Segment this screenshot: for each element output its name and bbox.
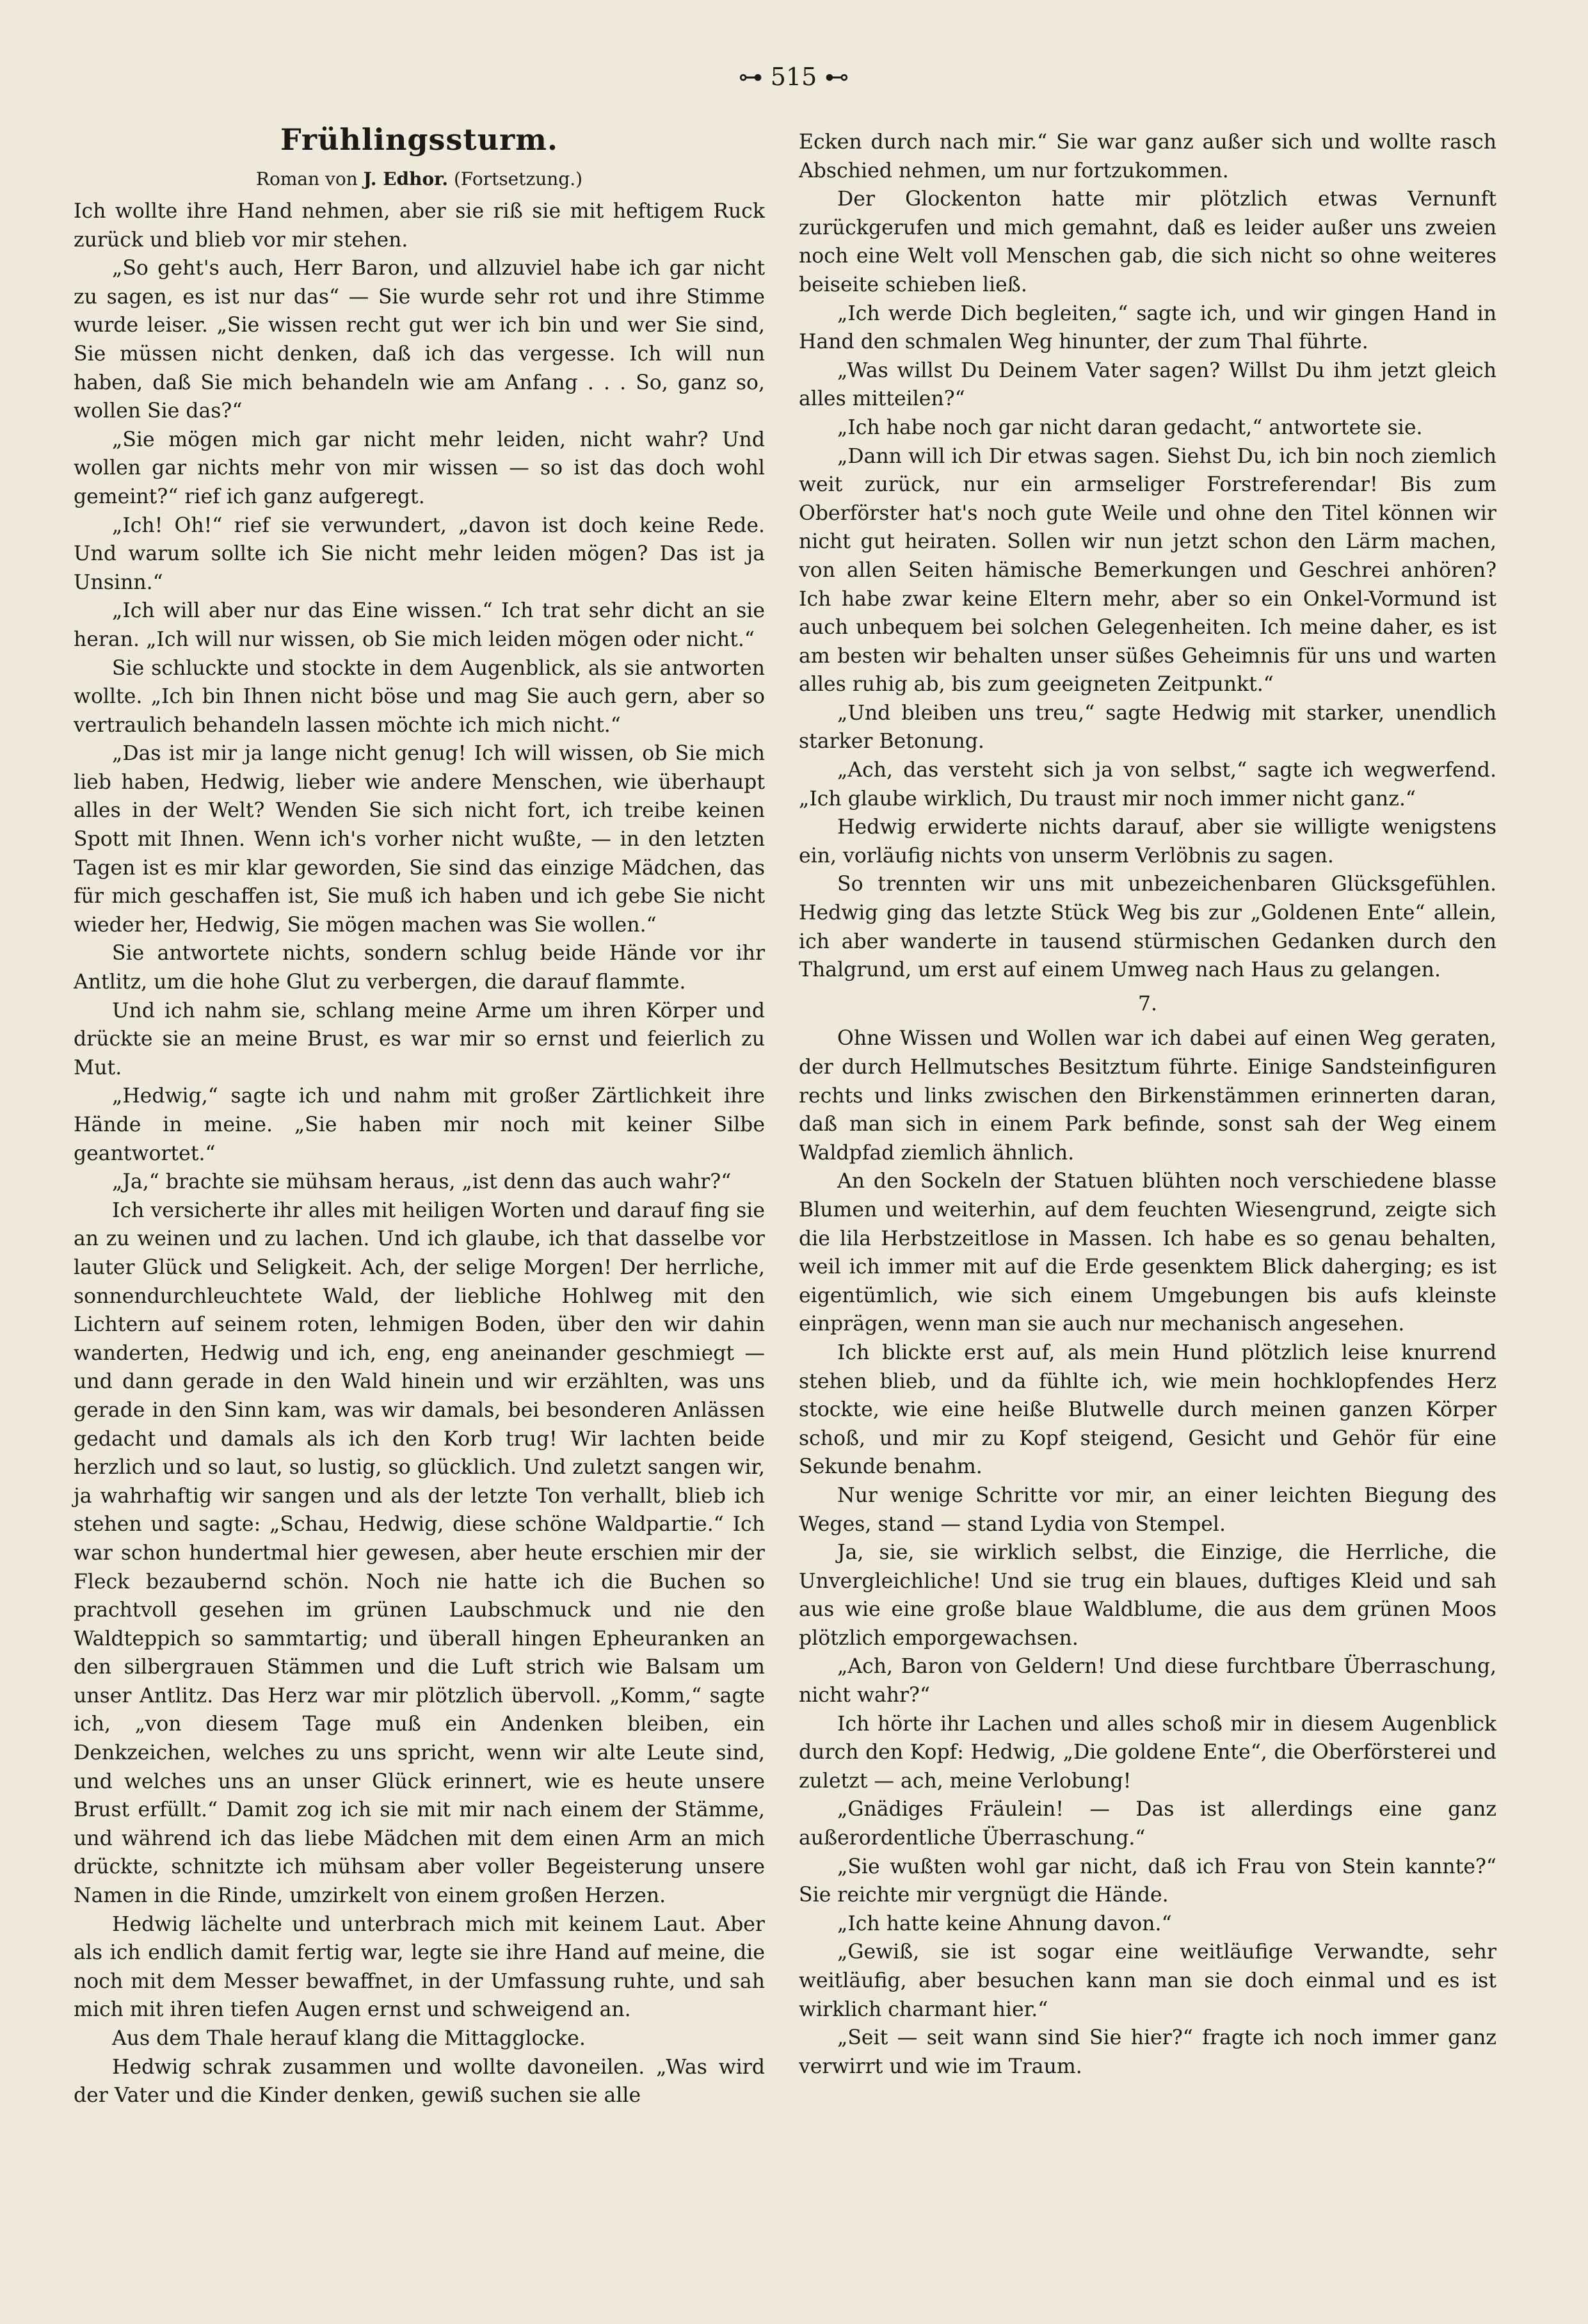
paragraph: „Ach, das versteht sich ja von selbst,“ sagte ich wegwerfend. „Ich glaube wirklich, Du traust mir noch immer nicht ganz.“ <box>799 759 1496 811</box>
paragraph: „Hedwig,“ sagte ich und nahm mit großer Zärtlichkeit ihre Hände in meine. „Sie haben mir noch mit keiner Silbe geantwortet.“ <box>74 1085 765 1165</box>
paragraph: „Ja,“ brachte sie mühsam heraus, „ist denn das auch wahr?“ <box>112 1170 732 1194</box>
byline-author: J. Edhor. <box>363 168 449 190</box>
paragraph: Ich hörte ihr Lachen und alles schoß mir in diesem Augenblick durch den Kopf: Hedwig, „Die goldene Ente“, die Oberförsterei und zuletzt — ach, meine Verlobung! <box>799 1712 1496 1793</box>
paragraph: So trennten wir uns mit unbezeichenbaren Glücksgefühlen. Hedwig ging das letzte Stück Weg bis zur „Goldenen Ente“ allein, ich aber wanderte in tausend stürmischen Gedanken durch den Thalgrund, um erst auf einem Umweg nach Haus zu gelangen. <box>799 873 1496 982</box>
paragraph: Ohne Wissen und Wollen war ich dabei auf einen Weg geraten, der durch Hellmutsches Besitztum führte. Einige Sandsteinfiguren rechts und links zwischen den Birkenstämmen erinnerten daran, daß man sich in einem Park befinde, sonst sah der Weg einem Waldpfad ziemlich ähnlich. <box>799 1027 1496 1165</box>
paragraph: „Seit — seit wann sind Sie hier?“ fragte ich noch immer ganz verwirrt und wie im Traum. <box>799 2026 1496 2078</box>
paragraph: „Gewiß, sie ist sogar eine weitläufige Verwandte, sehr weitläufig, aber besuchen kann man sie doch einmal und es ist wirklich charmant hier.“ <box>799 1941 1496 2021</box>
paragraph: „Und bleiben uns treu,“ sagte Hedwig mit starker, unendlich starker Betonung. <box>799 701 1496 754</box>
paragraph: An den Sockeln der Statuen blühten noch verschiedene blasse Blumen und weiterhin, auf dem feuchten Wiesengrund, zeigte sich die lila Herbstzeitlose in Massen. Ich habe es so genau behalten, weil ich immer mit auf die Erde gesenktem Blick daherging; es ist eigentümlich, wie sich einem Umgebungen bis aufs kleinste einprägen, wenn man sie auch nur mechanisch angesehen. <box>799 1170 1496 1336</box>
paragraph: „So geht's auch, Herr Baron, und allzuviel habe ich gar nicht zu sagen, es ist nur das“ — Sie wurde sehr rot und ihre Stimme wurde leiser. „Sie wissen recht gut wer ich bin und wer Sie sind, Sie müssen nicht denken, daß ich das vergesse. Ich will nun haben, daß Sie mich behandeln wie am Anfang . . . So, ganz so, wollen Sie das?“ <box>74 257 765 423</box>
paragraph: „Ach, Baron von Geldern! Und diese furchtbare Überraschung, nicht wahr?“ <box>799 1655 1496 1707</box>
page-number-text: 515 <box>770 63 817 91</box>
article-title: Frühlingssturm. <box>280 122 558 157</box>
paragraph: „Ich habe noch gar nicht daran gedacht,“ antwortete sie. <box>837 416 1423 439</box>
paragraph: Hedwig lächelte und unterbrach mich mit keinem Laut. Aber als ich endlich damit fertig war, legte sie ihre Hand auf meine, die noch mit dem Messer bewaffnet, in der Umfassung ruhte, und sah mich mit ihren tiefen Augen ernst und schweigend an. <box>74 1912 765 2022</box>
right-column <box>799 128 1496 2081</box>
ornament-left-icon: ⊶ <box>738 63 763 91</box>
paragraph: „Sie wußten wohl gar nicht, daß ich Frau von Stein kannte?“ Sie reichte mir vergnügt die Hände. <box>799 1855 1496 1907</box>
paragraph: Hedwig erwiderte nichts darauf, aber sie willigte wenigstens ein, vorläufig nichts von unserm Verlöbnis zu sagen. <box>799 816 1496 867</box>
paragraph: „Ich will aber nur das Eine wissen.“ Ich trat sehr dicht an sie heran. „Ich will nur wissen, ob Sie mich leiden mögen oder nicht.“ <box>74 599 765 651</box>
paragraph: Ich wollte ihre Hand nehmen, aber sie riß sie mit heftigem Ruck zurück und blieb vor mir stehen. <box>74 200 765 252</box>
paragraph: „Was willst Du Deinem Vater sagen? Willst Du ihm jetzt gleich alles mitteilen?“ <box>799 359 1496 411</box>
paragraph: „Ich hatte keine Ahnung davon.“ <box>837 1912 1172 1935</box>
paragraph: Ich blickte erst auf, als mein Hund plötzlich leise knurrend stehen blieb, und da fühlte ich, wie mein hochklopfendes Herz stockte, wie eine heiße Blutwelle durch meinen ganzen Körper schoß, und mir zu Kopf steigend, Gesicht und Gehör für eine Sekunde benahm. <box>799 1341 1496 1479</box>
paragraph: Hedwig schrak zusammen und wollte davoneilen. „Was wird der Vater und die Kinder denken, gewiß suchen sie alle <box>74 2055 765 2108</box>
paragraph: „Gnädiges Fräulein! — Das ist allerdings eine ganz außerordentliche Überraschung.“ <box>799 1798 1496 1850</box>
paragraph: Nur wenige Schritte vor mir, an einer leichten Biegung des Weges, stand — stand Lydia von Stempel. <box>799 1483 1496 1536</box>
paragraph: „Dann will ich Dir etwas sagen. Siehst Du, ich bin noch ziemlich weit zurück, nur ein armseliger Forstreferendar! Bis zum Oberförster hat's noch gute Weile und ohne den Titel können wir nicht gut heiraten. Sollen wir nun jetzt schon den Lärm machen, von allen Seiten hämische Bemerkungen und Geschrei anhören? Ich habe zwar keine Eltern mehr, aber so ein Onkel-Vormund ist auch unbequem bei solchen Gelegenheiten. Ich meine daher, es ist am besten wir behalten unser süßes Geheimnis für uns und warten alles ruhig ab, bis zum geeigneten Zeitpunkt.“ <box>799 444 1496 697</box>
paragraph: Der Glockenton hatte mir plötzlich etwas Vernunft zurückgerufen und mich gemahnt, daß es leider außer uns zweien noch eine Welt voll Menschen gab, die sich nicht so ohne weiteres beiseite schieben ließ. <box>799 188 1496 296</box>
ornament-right-icon: ⊷ <box>824 63 849 91</box>
paragraph: Sie schluckte und stockte in dem Augenblick, als sie antworten wollte. „Ich bin Ihnen nicht böse und mag Sie auch gern, aber so vertraulich behandeln lassen möchte ich mich nicht.“ <box>74 656 765 737</box>
paragraph: Ja, sie, sie wirklich selbst, die Einzige, die Herrliche, die Unvergleichliche! Und sie trug ein blaues, duftiges Kleid und sah aus wie eine große blaue Waldblume, die aus dem grünen Moos plötzlich emporgewachsen. <box>799 1541 1496 1650</box>
paragraph: Ecken durch nach mir.“ Sie war ganz außer sich und wollte rasch Abschied nehmen, um nur fortzukommen. <box>799 131 1496 182</box>
paragraph: „Das ist mir ja lange nicht genug! Ich will wissen, ob Sie mich lieb haben, Hedwig, lieber wie andere Menschen, wie überhaupt alles in der Welt? Wenden Sie sich nicht fort, ich treibe keinen Spott mit Ihnen. Wenn ich's vorher nicht wußte, — in den letzten Tagen ist es mir klar geworden, Sie sind das einzige Mädchen, das für mich geschaffen ist, Sie muß ich haben und ich gebe Sie nicht wieder her, Hedwig, Sie mögen machen was Sie wollen.“ <box>74 742 765 937</box>
paragraph: Ich versicherte ihr alles mit heiligen Worten und darauf fing sie an zu weinen und zu lachen. Und ich glaube, ich that dasselbe vor lauter Glück und Seligkeit. Ach, der selige Morgen! Der herrliche, sonnendurchleuchtete Wald, der liebliche Hohlweg mit den Lichtern auf seinem roten, lehmigen Boden, über den wir dahin wanderten, Hedwig und ich, eng, eng aneinander geschmiegt — und dann gerade in den Wald hinein und wir erzählten, was uns gerade in den Sinn kam, was wir damals, bei besonderen Anlässen gedacht und damals als ich den Korb trug! Wir lachten beide herzlich und so laut, so lustig, so glücklich. Und zuletzt sangen wir, ja wahrhaftig wir sangen und als der letzte Ton verhallt, blieb ich stehen und sagte: „Schau, Hedwig, diese schöne Waldpartie.“ Ich war schon hundertmal hier gewesen, aber heute erschien mir der Fleck bezaubernd schön. Noch nie hatte ich die Buchen so prachtvoll gesehen im grünen Laubschmuck und nie den Waldteppich so sammtartig; und überall hingen Epheuranken an den silbergrauen Stämmen und die Luft strich wie Balsam um unser Antlitz. Das Herz war mir plötzlich übervoll. „Komm,“ sagte ich, „von diesem Tage muß ein Andenken bleiben, ein Denkzeichen, welches zu uns spricht, wenn wir alte Leute sind, und welches uns an unser Glück erinnert, wie es heute unsere Brust erfüllt.“ Damit zog ich sie mit mir nach einem der Stämme, und während ich das liebe Mädchen mit dem einen Arm an mich drückte, schnitzte ich mühsam aber voller Begeisterung unsere Namen in die Rinde, umzirkelt von einem großen Herzen. <box>74 1198 765 1908</box>
paragraph: Aus dem Thale herauf klang die Mittagglocke. <box>112 2027 586 2050</box>
paragraph: Und ich nahm sie, schlang meine Arme um ihren Körper und drückte sie an meine Brust, es war mir so ernst und feierlich zu Mut. <box>74 999 765 1079</box>
byline-suffix: (Fortsetzung.) <box>454 168 583 190</box>
paragraph: „Sie mögen mich gar nicht mehr leiden, nicht wahr? Und wollen gar nichts mehr von mir wissen — so ist das doch wohl gemeint?“ rief ich ganz aufgeregt. <box>74 428 765 508</box>
byline-prefix: Roman von <box>255 168 358 190</box>
left-column <box>74 122 765 2110</box>
page-number <box>691 63 896 91</box>
paragraph: „Ich werde Dich begleiten,“ sagte ich, und wir gingen Hand in Hand den schmalen Weg hinunter, der zum Thal führte. <box>799 302 1496 354</box>
section-number: 7. <box>1137 992 1158 1015</box>
paragraph: „Ich! Oh!“ rief sie verwundert, „davon ist doch keine Rede. Und warum sollte ich Sie nicht mehr leiden mögen? Das ist ja Unsinn.“ <box>74 513 765 594</box>
byline <box>74 166 765 192</box>
paragraph: Sie antwortete nichts, sondern schlug beide Hände vor ihr Antlitz, um die hohe Glut zu verbergen, die darauf flammte. <box>74 942 765 994</box>
